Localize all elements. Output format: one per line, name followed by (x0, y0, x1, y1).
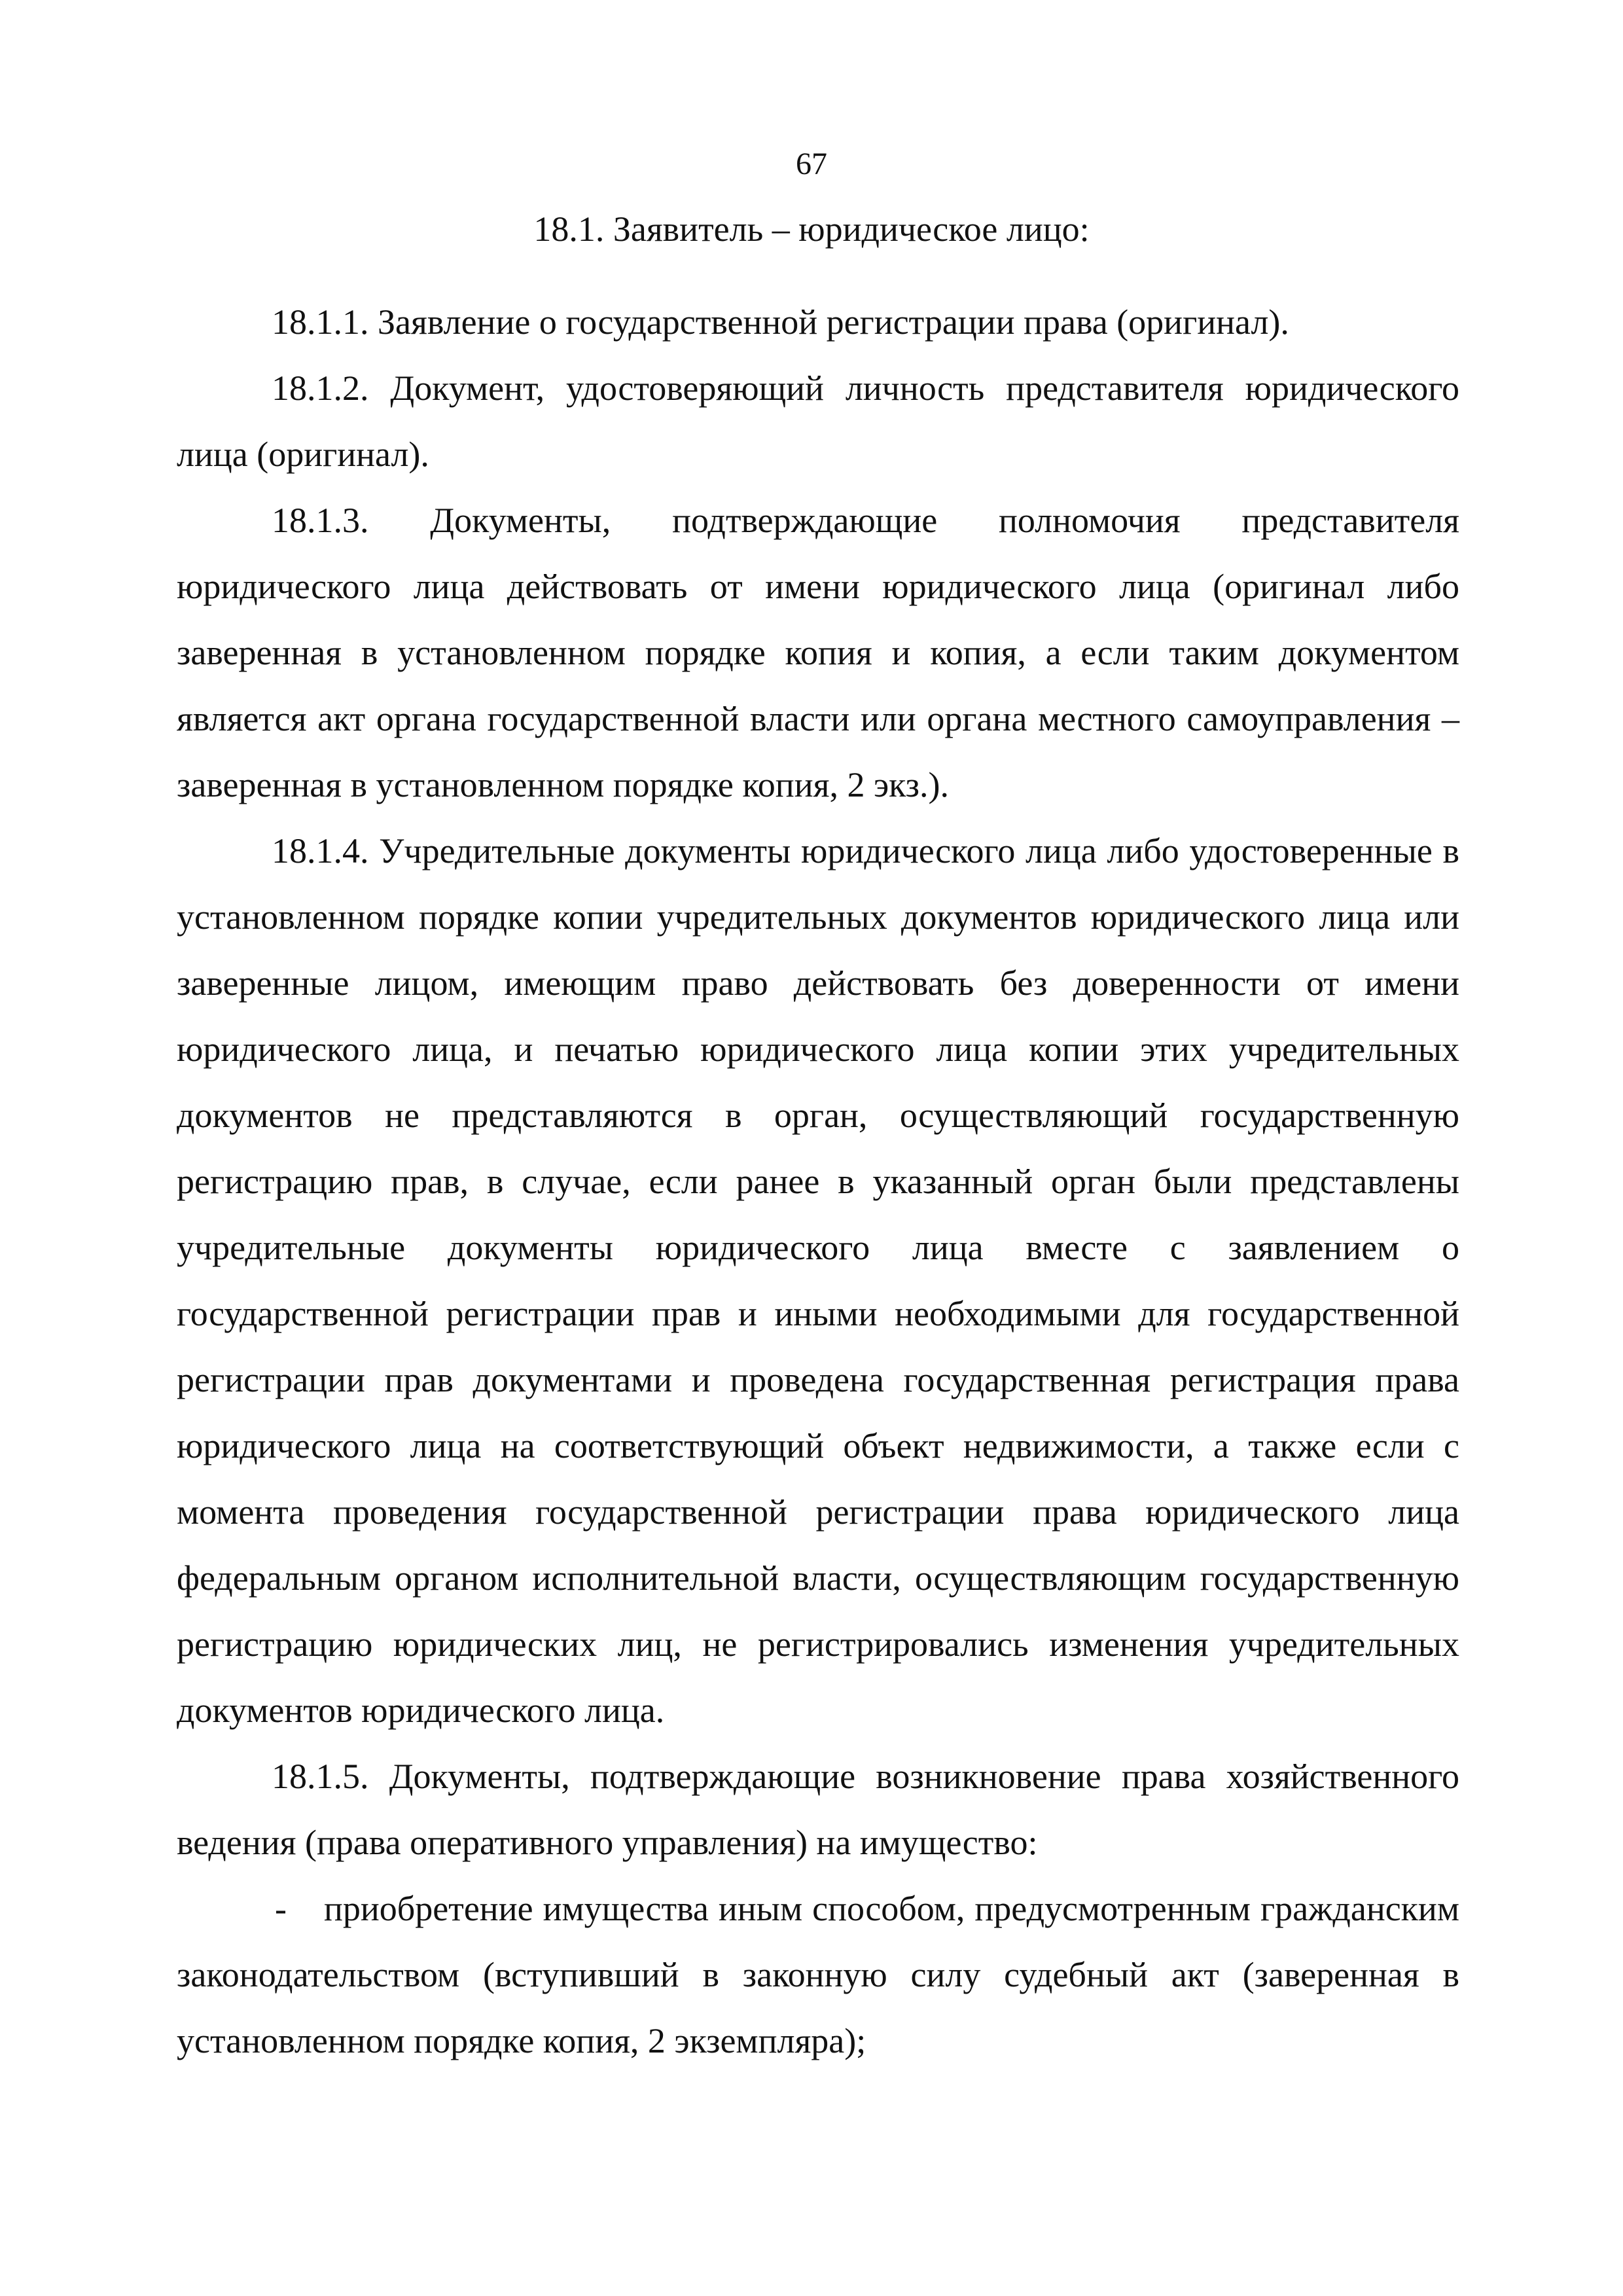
paragraph-18-1-1: 18.1.1. Заявление о государственной регистрации права (оригинал). (272, 302, 1289, 342)
bullet-item (177, 1876, 1459, 2074)
bullet-dash: - (275, 1889, 287, 1928)
paragraph-18-1-2: 18.1.2. Документ, удостоверяющий личность представителя юридического лица (оригинал). (177, 368, 1459, 474)
paragraph-18-1-5: 18.1.5. Документы, подтверждающие возникновение права хозяйственного ведения (права оперативного управления) на имущество: (177, 1757, 1459, 1862)
document-body (177, 289, 1459, 2074)
bullet-text: приобретение имущества иным способом, предусмотренным гражданским законодательством (вступивший в законную силу судебный акт (заверенная в установленном порядке копия, 2 экземпляра); (177, 1889, 1459, 2060)
paragraph-18-1-4: 18.1.4. Учредительные документы юридического лица либо удостоверенные в установленном порядке копии учредительных документов юридического лица или заверенные лицом, имеющим право действовать без доверенности от имени юридического лица, и печатью юридического лица копии этих учредительных документов не представляются в орган, осуществляющий государственную регистрацию прав, в случае, если ранее в указанный орган были представлены учредительные документы юридического лица вместе с заявлением о государственной регистрации прав и иными необходимыми для государственной регистрации прав документами и проведена государственная регистрация права юридического лица на соответствующий объект недвижимости, а также если с момента проведения государственной регистрации права юридического лица федеральным органом исполнительной власти, осуществляющим государственную регистрацию юридических лиц, не регистрировались изменения учредительных документов юридического лица. (177, 831, 1459, 1730)
paragraph-18-1-3: 18.1.3. Документы, подтверждающие полномочия представителя юридического лица действовать от имени юридического лица (оригинал либо заверенная в установленном порядке копия и копия, а если таким документом является акт органа государственной власти или органа местного самоуправления – заверенная в установленном порядке копия, 2 экз.). (177, 501, 1459, 804)
page-number: 67 (796, 147, 827, 181)
section-heading: 18.1. Заявитель – юридическое лицо: (533, 209, 1090, 249)
